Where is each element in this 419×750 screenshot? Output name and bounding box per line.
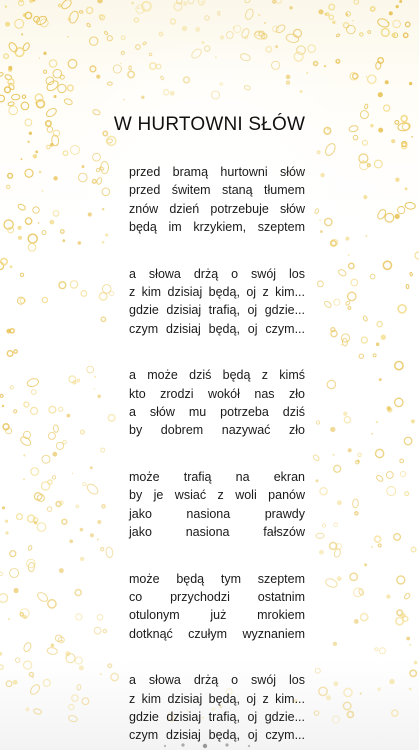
poem-line: a słowa drżą o swój los	[129, 673, 305, 688]
poem-line: może będą tym szeptem	[129, 571, 305, 586]
poem-line: jako nasiona fałszów	[129, 525, 305, 540]
stanza-5	[129, 570, 305, 644]
stanza-2	[129, 265, 305, 339]
poem-line: gdzie dzisiaj trafią, oj gdzie...	[129, 709, 305, 724]
poem-line: znów dzień potrzebuje słów	[129, 201, 305, 216]
poem-line: z kim dzisiaj będą, oj z kim...	[129, 285, 305, 300]
poem-line: czym dzisiaj będą, oj czym...	[129, 728, 305, 743]
poem-line: a słów mu potrzeba dziś	[129, 405, 305, 420]
poem-line: przed bramą hurtowni słów	[129, 165, 305, 179]
poem-line: co przychodzi ostatnim	[129, 589, 305, 604]
poem-line: a może dziś będą z kimś	[129, 368, 305, 383]
poem-line: może trafią na ekran	[129, 469, 305, 484]
poem-line: by je wsiać z woli panów	[129, 488, 305, 503]
poem-line: by dobrem nazywać zło	[129, 423, 305, 438]
poem-line: z kim dzisiaj będą, oj z kim...	[129, 691, 305, 706]
poem-line: czym dzisiaj będą, oj czym...	[129, 321, 305, 336]
poem-line: przed świtem staną tłumem	[129, 183, 305, 198]
stanza-4	[129, 468, 305, 542]
poem-line: dotknąć czułym wyznaniem	[129, 626, 305, 641]
stanza-3	[129, 366, 305, 440]
poem-title: W HURTOWNI SŁÓW	[113, 114, 306, 135]
poem-line: kto zrodzi wokół nas zło	[129, 386, 305, 401]
stanza-6	[129, 671, 305, 745]
poem-line: otulonym już mrokiem	[129, 608, 305, 623]
poem-body	[129, 163, 305, 750]
footer-ornament	[145, 740, 275, 750]
poem-line: gdzie dzisiaj trafią, oj gdzie...	[129, 303, 305, 318]
stanza-1	[129, 163, 305, 237]
poem-line: jako nasiona prawdy	[129, 506, 305, 521]
poem-line: a słowa drżą o swój los	[129, 266, 305, 281]
poem-line: będą im krzykiem, szeptem	[129, 220, 305, 235]
